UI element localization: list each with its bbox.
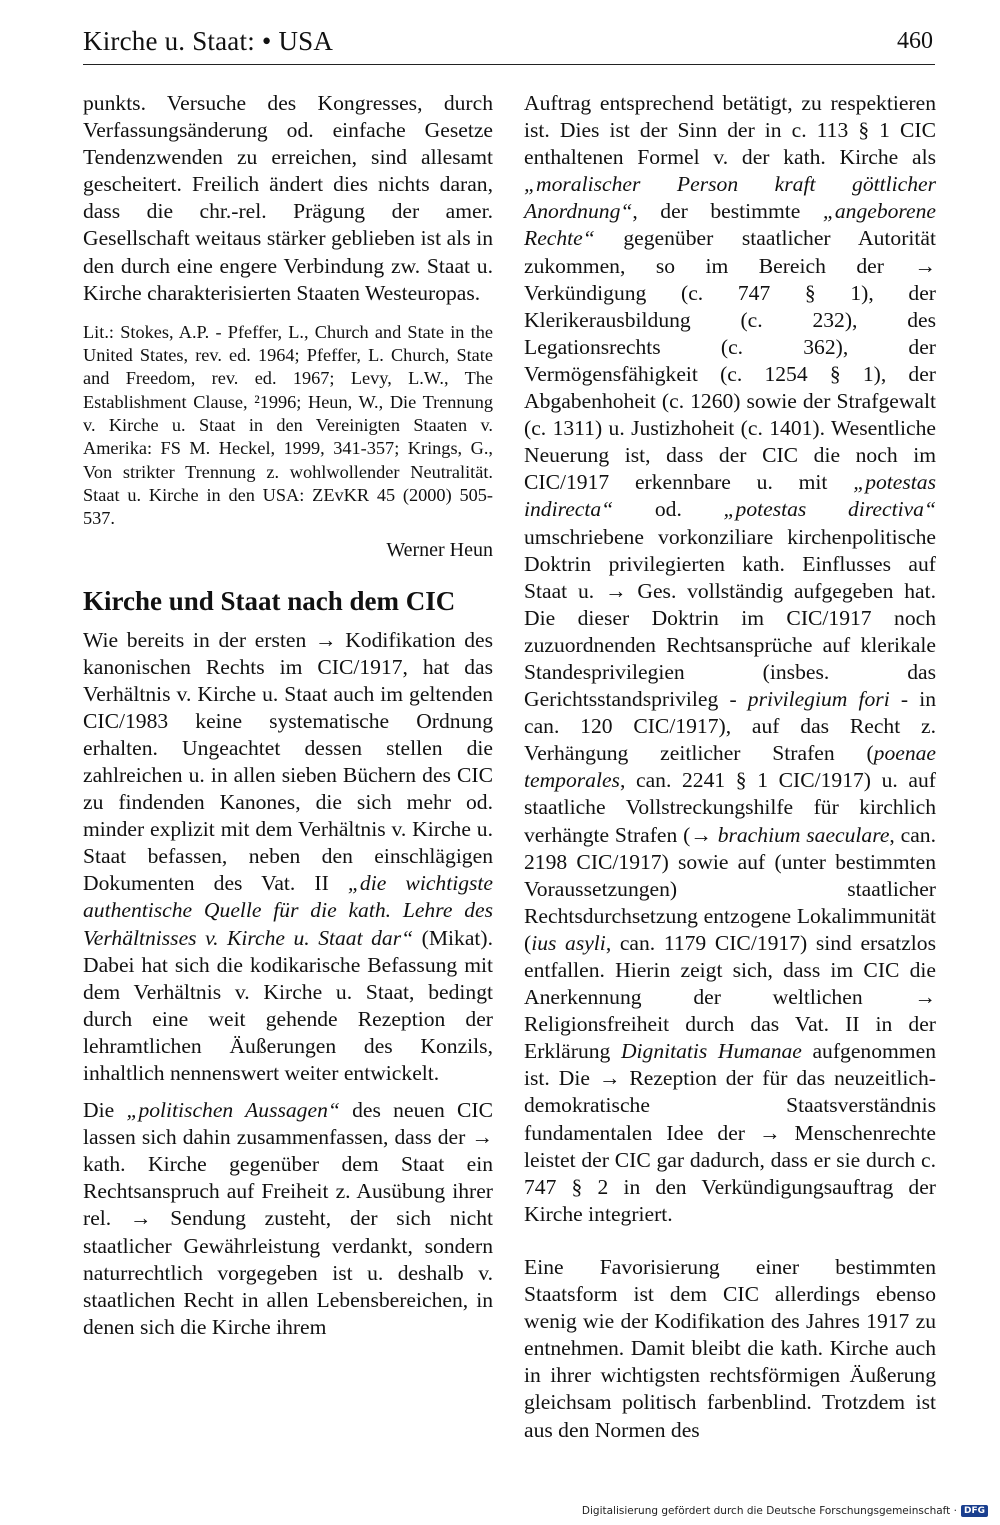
literature-references: Lit.: Stokes, A.P. - Pfeffer, L., Church and State in the United States, rev. ed. 1964; Pfeffer, L. Church, State and Freedom, rev. ed. 1967; Levy, L.W., The Establishment Clause, ²1996; Heun, W., Die Trennung v. Kirche u. Staat in den Vereinigten Staaten v. Amerika: FS M. Heckel, 1999, 341-357; Krings, G., Von strikter Trennung z. wohlwollender Neutralität. Staat u. Kirche in den USA: ZEvKR 45 (2000) 505-537. xyxy=(83,321,493,529)
italic-term: „moralischer Person kraft göttlicher Anordnung“ xyxy=(524,172,936,224)
footer-text: Digitalisierung gefördert durch die Deutsche Forschungsgemeinschaft · xyxy=(581,1505,957,1517)
text-run: , can. 2198 CIC/1917) sowie auf (unter bestimmten Voraussetzungen) staatlicher Rechtsdurchsetzung entzogene Lokalimmunität ( xyxy=(524,822,936,955)
text-run: Wie bereits in der ersten → Kodifikation des kanonischen Rechts im CIC/1917, hat das Verhältnis v. Kirche u. Staat auch im geltenden CIC/1983 keine systematische Ordnung erhalten. Ungeachtet dessen stellen die zahlreichen u. in allen sieben Büchern des CIC zu findenden Kanones, die sich mehr od. minder explizit mit dem Verhältnis v. Kirche u. Staat befassen, neben den einschlägigen Dokumenten des Vat. II xyxy=(83,627,493,896)
text-run: umschriebene vorkonziliare kirchenpolitische Doktrin privilegierten kath. Einflusses auf Staat u. → Ges. vollständig aufgegeben hat. Die dieser Doktrin im CIC/1917 noch zuzuordnenden Rechtsansprüche auf klerikale Standesprivilegien (insbes. das Gerichtsstandsprivileg - xyxy=(524,524,936,712)
paragraph-4: Eine Favorisierung einer bestimmten Staatsform ist dem CIC allerdings ebenso wenig wie der Kodifikation des Jahres 1917 zu entnehmen. Damit bleibt die kath. Kirche auch in ihrer wichtigsten rechtsförmigen Äußerung gleichsam politisch farbenblind. Trotzdem ist aus den Normen des xyxy=(524,1254,936,1442)
running-title: Kirche u. Staat: • USA xyxy=(83,26,334,56)
text-run: - in can. 120 CIC/1917), auf das Recht z. Verhängung zeitlicher Strafen ( xyxy=(524,687,936,766)
text-run: des neuen CIC lassen sich dahin zusammenfassen, dass der → kath. Kirche gegenüber dem Staat ein Rechtsanspruch auf Freiheit z. Ausübung ihrer rel. → Sendung zusteht, der sich nicht staatlicher Gewährleistung verdankt, sondern naturrechtlich vorgegeben ist u. deshalb v. staatlichen Recht in allen Lebensbereichen, in denen sich die Kirche ihrem xyxy=(83,1098,493,1339)
text-run: aufgenommen ist. Die → Rezeption der für das neuzeitlich-demokratische Staatsverständnis fundamentalen Idee der → Menschenrechte leistet der CIC gar dadurch, dass er sie durch c. 747 § 2 in den Verkündigungsauftrag der Kirche integriert. xyxy=(524,1039,936,1226)
dfg-logo: DFG xyxy=(961,1505,988,1517)
text-run: (Mikat). Dabei hat sich die kodikarische Befassung mit dem Verhältnis v. Kirche u. Staat, bedingt durch eine weit gehende Rezeption der lehramtlichen Äußerungen des Konzils, inhaltlich nennenswert weiter entwickelt. xyxy=(83,925,493,1086)
italic-term: „potestas directiva“ xyxy=(723,497,936,522)
italic-term: Dignitatis Humanae xyxy=(620,1039,802,1064)
section-heading: Kirche und Staat nach dem CIC xyxy=(83,585,456,616)
left-column xyxy=(83,90,493,1341)
quote-italic: „die wichtigste authentische Quelle für die kath. Lehre des Verhältnisses v. Kirche u. Staat dar“ xyxy=(83,871,493,950)
italic-term: poenae temporales xyxy=(524,741,936,793)
italic-term: ius asyli xyxy=(531,930,606,955)
italic-term: privilegium fori xyxy=(747,687,890,712)
page-header xyxy=(83,26,935,65)
page-number: 460 xyxy=(897,28,933,54)
text-run: , can. 2241 § 1 CIC/1917) u. auf staatliche Vollstreckungshilfe für kirchlich verhängte Strafen (→ xyxy=(524,768,936,847)
text-run: od. xyxy=(613,497,724,522)
right-column xyxy=(524,90,936,1444)
text-run: gegenüber staatlicher Autorität zukommen, so im Bereich der → Verkündigung (c. 747 § 1), der Klerikerausbildung (c. 232), des Legationsrechts (c. 362), der Vermögensfähigkeit (c. 1254 § 1), der Abgabenhoheit (c. 1260) sowie der Strafgewalt (c. 1311) u. Justizhoheit (c. 1401). Wesentliche Neuerung ist, dass der CIC die noch im CIC/1917 erkennbare u. mit xyxy=(524,226,936,495)
text-run: Auftrag entsprechend betätigt, zu respektieren ist. Dies ist der Sinn der in c. 113 § 1 CIC enthaltenen Formel v. der kath. Kirche als xyxy=(524,91,936,170)
text-run: , can. 1179 CIC/1917) sind ersatzlos entfallen. Hierin zeigt sich, dass im CIC die Anerkennung der weltlichen → Religionsfreiheit durch das Vat. II in der Erklärung xyxy=(524,930,936,1064)
italic-term: brachium saeculare xyxy=(717,822,890,847)
paragraph-continuation: punkts. Versuche des Kongresses, durch Verfassungsänderung od. einfache Gesetze Tendenzwenden zu erreichen, sind allesamt gescheitert. Freilich ändert dies nichts daran, dass die chr.-rel. Prägung der amer. Gesellschaft weitaus stärker geblieben ist als in den durch eine engere Verbindung zw. Staat u. Kirche charakterisierten Staaten Westeuropas. xyxy=(83,91,493,305)
quote-italic: „politischen Aussagen“ xyxy=(126,1098,340,1123)
text-run: Die xyxy=(83,1098,127,1123)
italic-term: „potestas indirecta“ xyxy=(524,470,936,522)
digitization-footer xyxy=(582,1505,988,1517)
paragraph-1 xyxy=(83,627,493,1088)
author-name: Werner Heun xyxy=(386,539,493,562)
text-run: , der bestimmte xyxy=(632,199,823,224)
paragraph-3 xyxy=(524,90,936,1228)
paragraph-2 xyxy=(83,1097,493,1341)
italic-term: „angeborene Rechte“ xyxy=(524,199,936,251)
